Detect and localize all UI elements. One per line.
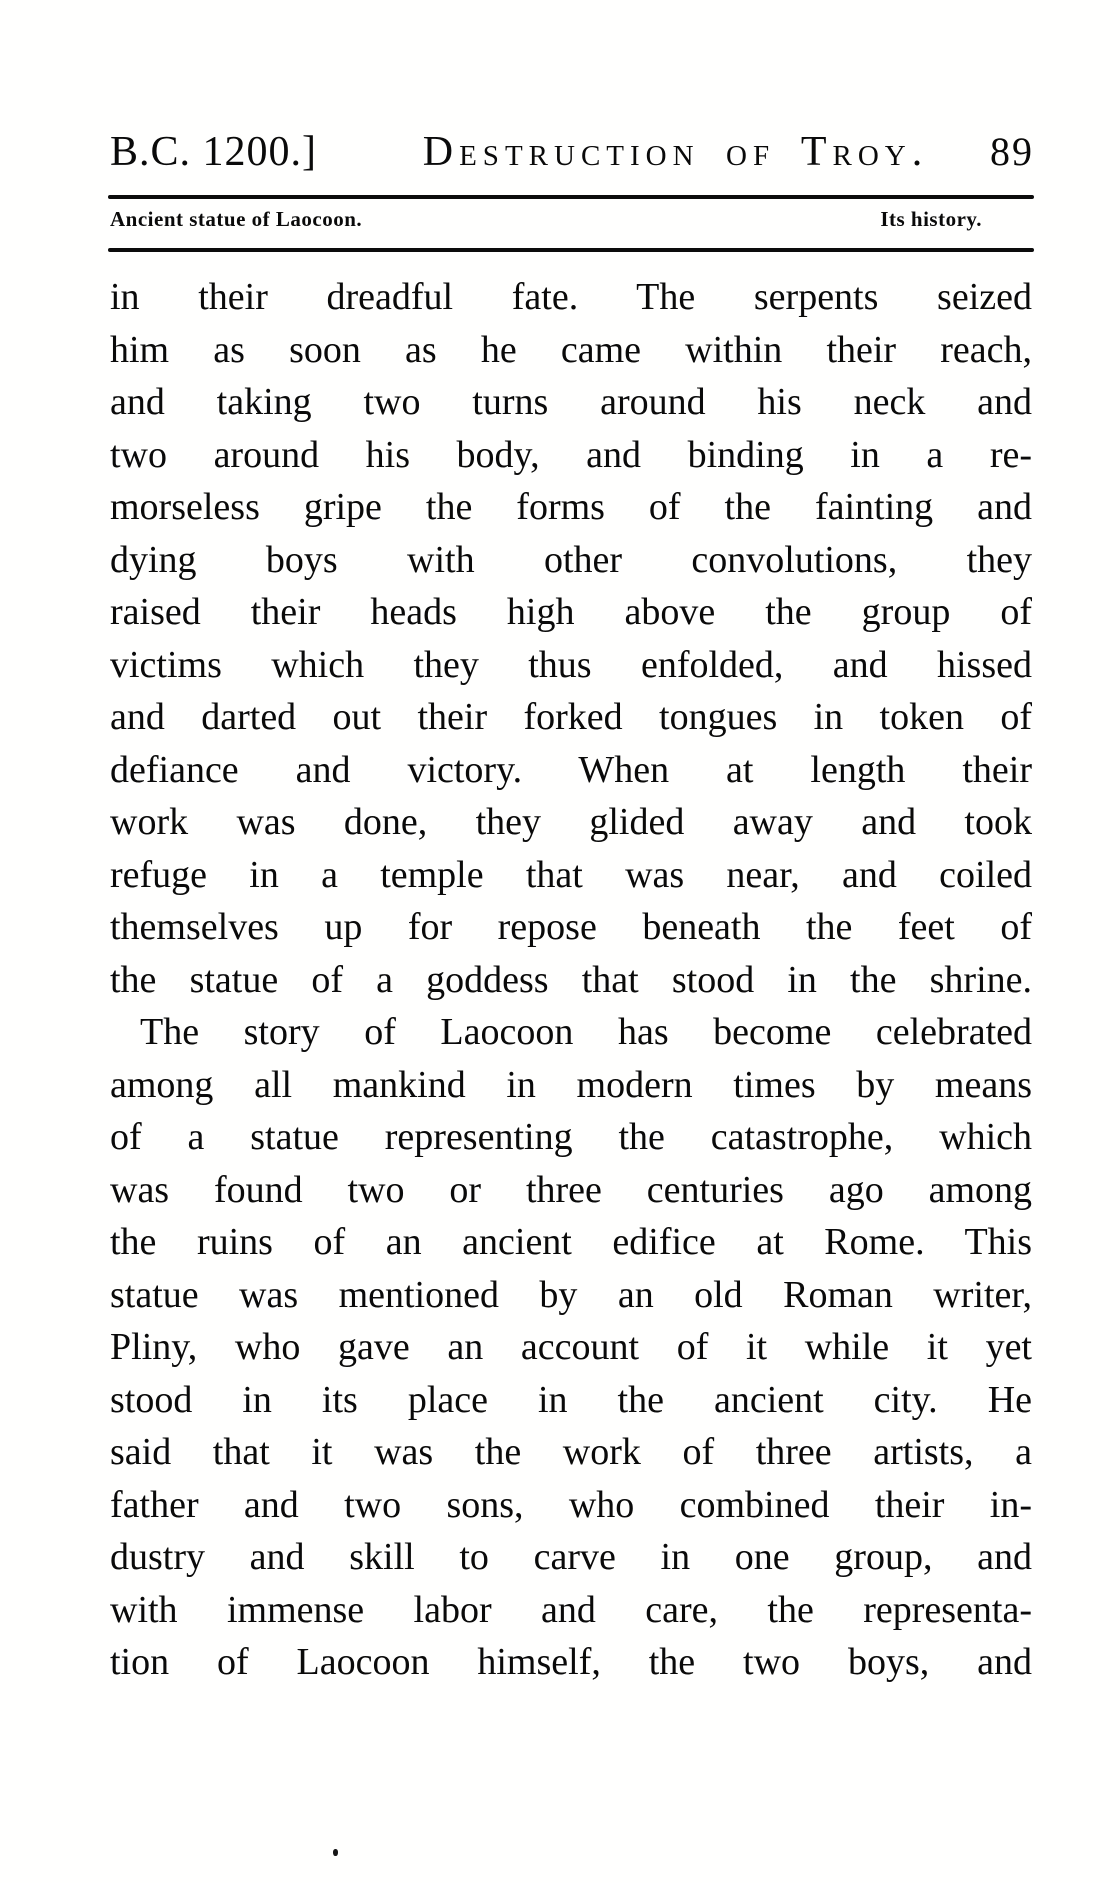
body-line: the ruins of an ancient edifice at Rome. This [110, 1221, 1032, 1263]
body-line: morseless gripe the forms of the fainting and [110, 486, 1032, 528]
subheader-caption-left: Ancient statue of Laocoon. [110, 207, 363, 231]
body-line: of a statue representing the catastrophe, which [110, 1116, 1032, 1158]
body-line: raised their heads high above the group of [110, 591, 1032, 633]
body-line: victims which they thus enfolded, and hissed [110, 643, 1032, 686]
body-line: and darted out their forked tongues in token of [110, 696, 1032, 738]
body-line: was found two or three centuries ago among [110, 1168, 1032, 1211]
header-rule-top [108, 195, 1034, 199]
subheader-caption-right: Its history. [880, 207, 982, 231]
body-line: in their dreadful fate. The serpents seized [110, 276, 1032, 318]
body-line: the statue of a goddess that stood in the shrine. [110, 958, 1032, 1001]
body-line: father and two sons, who combined their in- [110, 1483, 1032, 1526]
body-line: him as soon as he came within their reach, [110, 328, 1032, 371]
body-line: statue was mentioned by an old Roman writer, [110, 1273, 1032, 1316]
running-header [110, 128, 1034, 176]
body-line: defiance and victory. When at length their [110, 748, 1032, 791]
body-line: and taking two turns around his neck and [110, 381, 1032, 423]
body-text [110, 271, 1032, 1689]
body-line: themselves up for repose beneath the feet of [110, 906, 1032, 948]
page-number: 89 [990, 129, 1034, 174]
body-line: two around his body, and binding in a re- [110, 433, 1032, 476]
body-line: with immense labor and care, the representa- [110, 1588, 1032, 1631]
body-line: tion of Laocoon himself, the two boys, and [110, 1641, 1032, 1683]
header-rule-bottom [108, 248, 1034, 252]
subheader [110, 207, 1034, 232]
body-line: said that it was the work of three artists, a [110, 1431, 1032, 1473]
body-line: among all mankind in modern times by means [110, 1063, 1032, 1106]
body-line: The story of Laocoon has become celebrated [140, 1011, 1032, 1053]
body-line: work was done, they glided away and took [110, 801, 1032, 843]
scan-speck [333, 1849, 338, 1856]
body-line: dustry and skill to carve in one group, and [110, 1536, 1032, 1578]
page-title: Destruction of Troy. [422, 129, 929, 175]
body-line: stood in its place in the ancient city. He [110, 1378, 1032, 1421]
header-date: B.C. 1200.] [110, 129, 318, 175]
body-line: refuge in a temple that was near, and coiled [110, 853, 1032, 896]
body-line: Pliny, who gave an account of it while it yet [110, 1326, 1032, 1368]
body-line: dying boys with other convolutions, they [110, 538, 1032, 581]
